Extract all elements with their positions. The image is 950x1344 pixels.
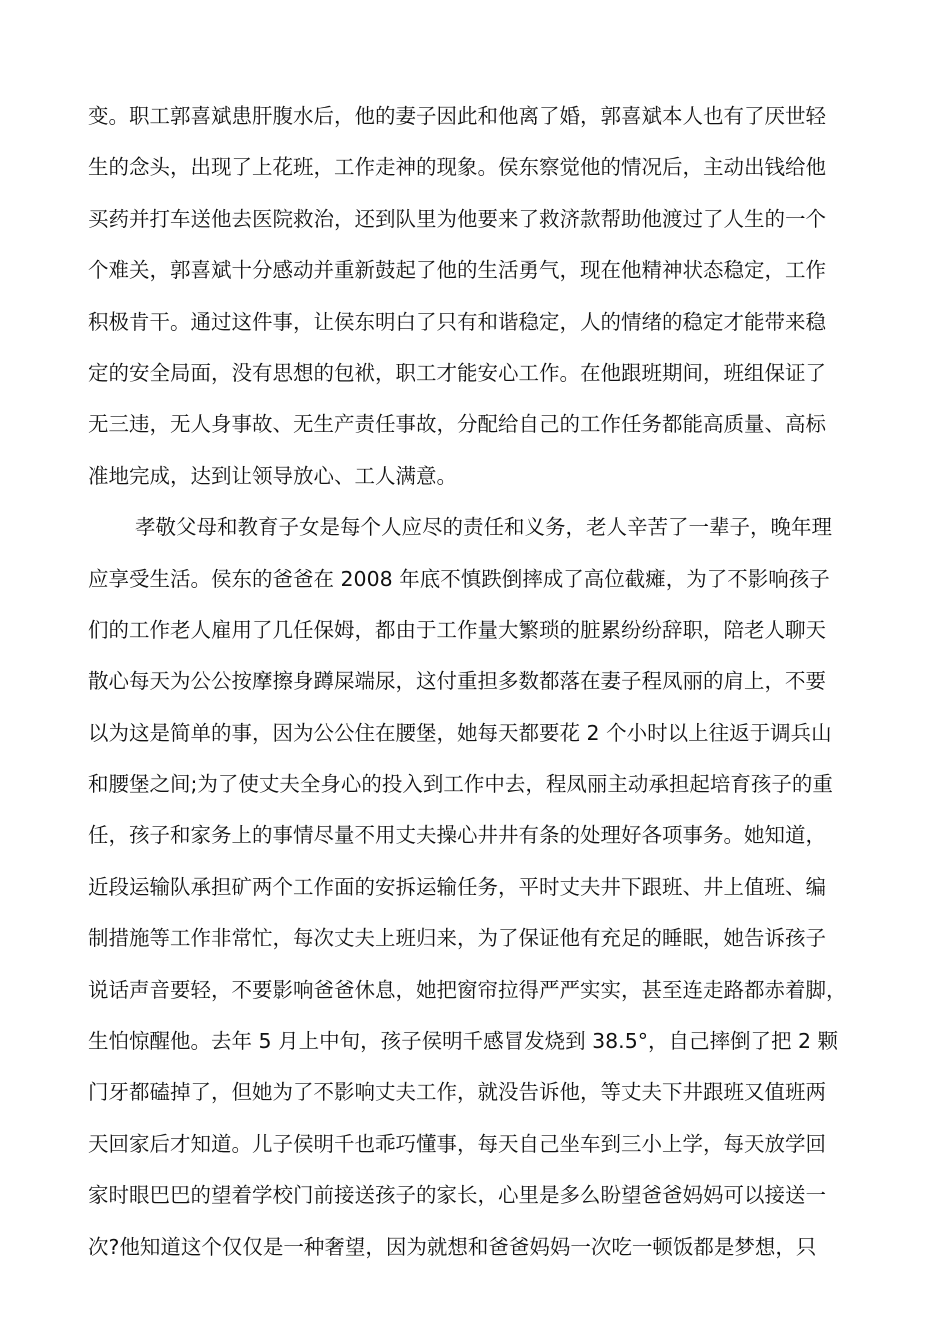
text-line: 定的安全局面，没有思想的包袱，职工才能安心工作。在他跟班期间，班组保证了 [88, 360, 826, 385]
text-line: 散心每天为公公按摩擦身蹲屎端尿，这付重担多数都落在妻子程凤丽的肩上，不要 [88, 669, 826, 694]
text-line: 买药并打车送他去医院救治，还到队里为他要来了救济款帮助他渡过了人生的一个 [88, 206, 826, 231]
text-line: 说话声音要轻，不要影响爸爸休息，她把窗帘拉得严严实实，甚至连走路都赤着脚， [88, 977, 847, 1002]
text-line: 和腰堡之间;为了使丈夫全身心的投入到工作中去，程凤丽主动承担起培育孩子的重 [88, 772, 833, 797]
text-line: 家时眼巴巴的望着学校门前接送孩子的家长，心里是多么盼望爸爸妈妈可以接送一 [88, 1183, 826, 1208]
text-line: 门牙都磕掉了，但她为了不影响丈夫工作，就没告诉他，等丈夫下井跟班又值班两 [88, 1080, 826, 1105]
text-line: 准地完成，达到让领导放心、工人满意。 [88, 463, 457, 488]
paragraph-first-line: 孝敬父母和教育子女是每个人应尽的责任和义务，老人辛苦了一辈子，晚年理 [135, 515, 832, 540]
text-line: 任，孩子和家务上的事情尽量不用丈夫操心井井有条的处理好各项事务。她知道， [88, 823, 826, 848]
text-line: 应享受生活。侯东的爸爸在 2008 年底不慎跌倒摔成了高位截瘫，为了不影响孩子 [88, 566, 830, 591]
text-line: 变。职工郭喜斌患肝腹水后，他的妻子因此和他离了婚，郭喜斌本人也有了厌世轻 [88, 104, 826, 128]
text-line: 们的工作老人雇用了几任保姆，都由于工作量大繁琐的脏累纷纷辞职，陪老人聊天 [88, 617, 826, 642]
text-line: 次?他知道这个仅仅是一种奢望，因为就想和爸爸妈妈一次吃一顿饭都是梦想，只 [88, 1234, 817, 1259]
text-line: 生怕惊醒他。去年 5 月上中旬，孩子侯明千感冒发烧到 38.5°，自己摔倒了把 2 颗 [88, 1029, 839, 1054]
text-line: 积极肯干。通过这件事，让侯东明白了只有和谐稳定，人的情绪的稳定才能带来稳 [88, 309, 826, 334]
text-line: 制措施等工作非常忙，每次丈夫上班归来，为了保证他有充足的睡眠，她告诉孩子 [88, 926, 826, 951]
body-text [88, 94, 863, 1276]
text-line: 个难关，郭喜斌十分感动并重新鼓起了他的生活勇气，现在他精神状态稳定，工作 [88, 258, 826, 283]
text-line: 无三违，无人身事故、无生产责任事故，分配给自己的工作任务都能高质量、高标 [88, 412, 826, 437]
text-line: 天回家后才知道。儿子侯明千也乖巧懂事，每天自己坐车到三小上学，每天放学回 [88, 1131, 826, 1156]
text-line: 以为这是简单的事，因为公公住在腰堡，她每天都要花 2 个小时以上往返于调兵山 [88, 720, 832, 745]
text-line: 生的念头，出现了上花班，工作走神的现象。侯东察觉他的情况后，主动出钱给他 [88, 155, 826, 180]
text-line: 近段运输队承担矿两个工作面的安拆运输任务，平时丈夫井下跟班、井上值班、编 [88, 874, 826, 899]
